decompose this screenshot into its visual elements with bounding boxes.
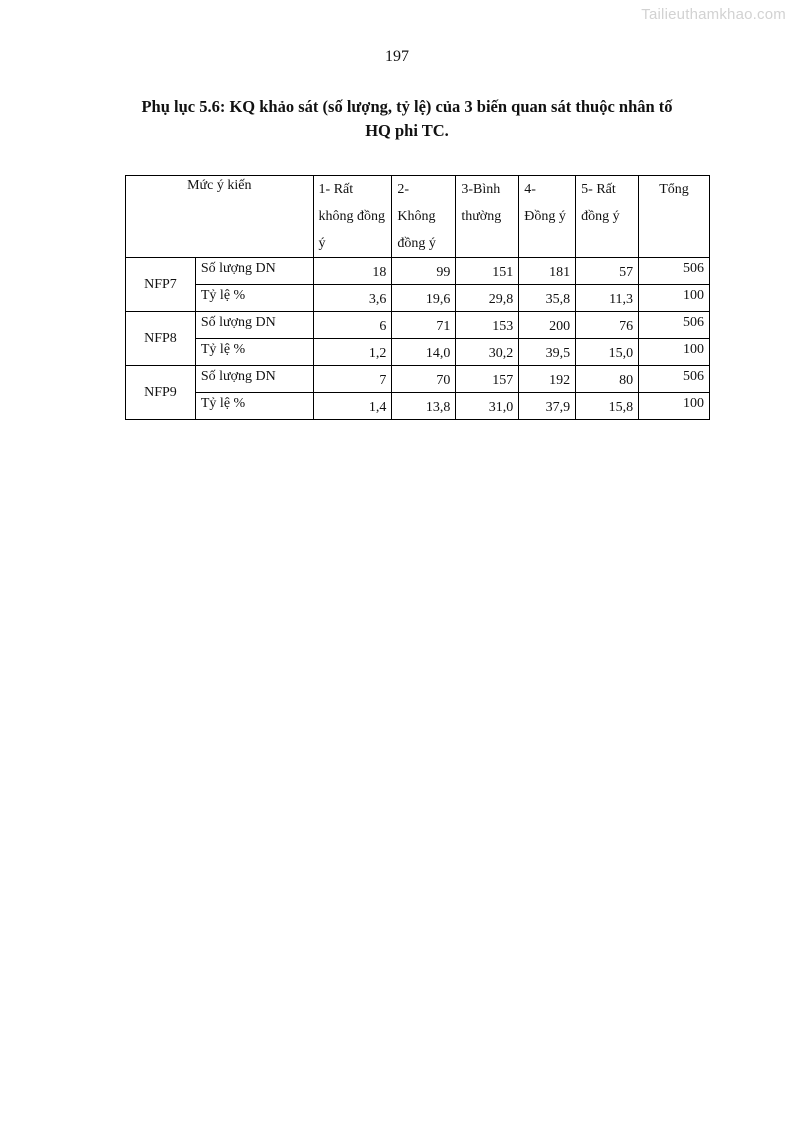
table-cell: 6	[313, 312, 392, 339]
table-cell: 70	[392, 366, 456, 393]
table-row	[126, 393, 710, 420]
header-opinion-level: Mức ý kiến	[126, 176, 314, 258]
table-cell: 71	[392, 312, 456, 339]
metric-label: Số lượng DN	[195, 366, 313, 393]
header-col-total: Tổng	[639, 176, 710, 258]
total-cell: 506	[639, 258, 710, 285]
table-cell: 80	[576, 366, 639, 393]
total-cell: 506	[639, 312, 710, 339]
table-cell: 57	[576, 258, 639, 285]
metric-label: Số lượng DN	[195, 312, 313, 339]
table-cell: 14,0	[392, 339, 456, 366]
table-row	[126, 339, 710, 366]
table-cell: 7	[313, 366, 392, 393]
table-cell: 1,4	[313, 393, 392, 420]
table-cell: 200	[519, 312, 576, 339]
table-row	[126, 285, 710, 312]
table-cell: 15,0	[576, 339, 639, 366]
variable-label: NFP9	[126, 366, 196, 420]
variable-label: NFP7	[126, 258, 196, 312]
page-number: 197	[385, 48, 409, 65]
table-cell: 31,0	[456, 393, 519, 420]
table-cell: 39,5	[519, 339, 576, 366]
watermark: Tailieuthamkhao.com	[641, 6, 786, 23]
table-cell: 181	[519, 258, 576, 285]
table-header-row	[126, 176, 710, 258]
table-cell: 19,6	[392, 285, 456, 312]
table-cell: 157	[456, 366, 519, 393]
table-cell: 29,8	[456, 285, 519, 312]
table-cell: 35,8	[519, 285, 576, 312]
metric-label: Tỷ lệ %	[195, 339, 313, 366]
total-cell: 100	[639, 393, 710, 420]
table-cell: 18	[313, 258, 392, 285]
header-col-strongly-agree: 5- Rất đồng ý	[576, 176, 639, 258]
table-row	[126, 312, 710, 339]
header-col-disagree: 2- Không đồng ý	[392, 176, 456, 258]
table-cell: 1,2	[313, 339, 392, 366]
header-col-agree: 4- Đồng ý	[519, 176, 576, 258]
variable-label: NFP8	[126, 312, 196, 366]
table-cell: 76	[576, 312, 639, 339]
table-cell: 151	[456, 258, 519, 285]
header-col-neutral: 3-Bình thường	[456, 176, 519, 258]
total-cell: 100	[639, 339, 710, 366]
metric-label: Tỷ lệ %	[195, 393, 313, 420]
total-cell: 506	[639, 366, 710, 393]
appendix-title	[110, 95, 704, 143]
table-cell: 3,6	[313, 285, 392, 312]
table-cell: 15,8	[576, 393, 639, 420]
table-cell: 13,8	[392, 393, 456, 420]
table-cell: 37,9	[519, 393, 576, 420]
title-line-1: Phụ lục 5.6: KQ khảo sát (số lượng, tỷ lệ) của 3 biến quan sát thuộc nhân tố	[141, 97, 673, 116]
table-cell: 153	[456, 312, 519, 339]
metric-label: Tỷ lệ %	[195, 285, 313, 312]
table-cell: 192	[519, 366, 576, 393]
table-cell: 30,2	[456, 339, 519, 366]
total-cell: 100	[639, 285, 710, 312]
table-row	[126, 258, 710, 285]
table-cell: 11,3	[576, 285, 639, 312]
table-cell: 99	[392, 258, 456, 285]
metric-label: Số lượng DN	[195, 258, 313, 285]
table-row	[126, 366, 710, 393]
survey-results-table	[125, 175, 710, 420]
header-col-strongly-disagree: 1- Rất không đồng ý	[313, 176, 392, 258]
title-line-2: HQ phi TC.	[365, 121, 449, 140]
